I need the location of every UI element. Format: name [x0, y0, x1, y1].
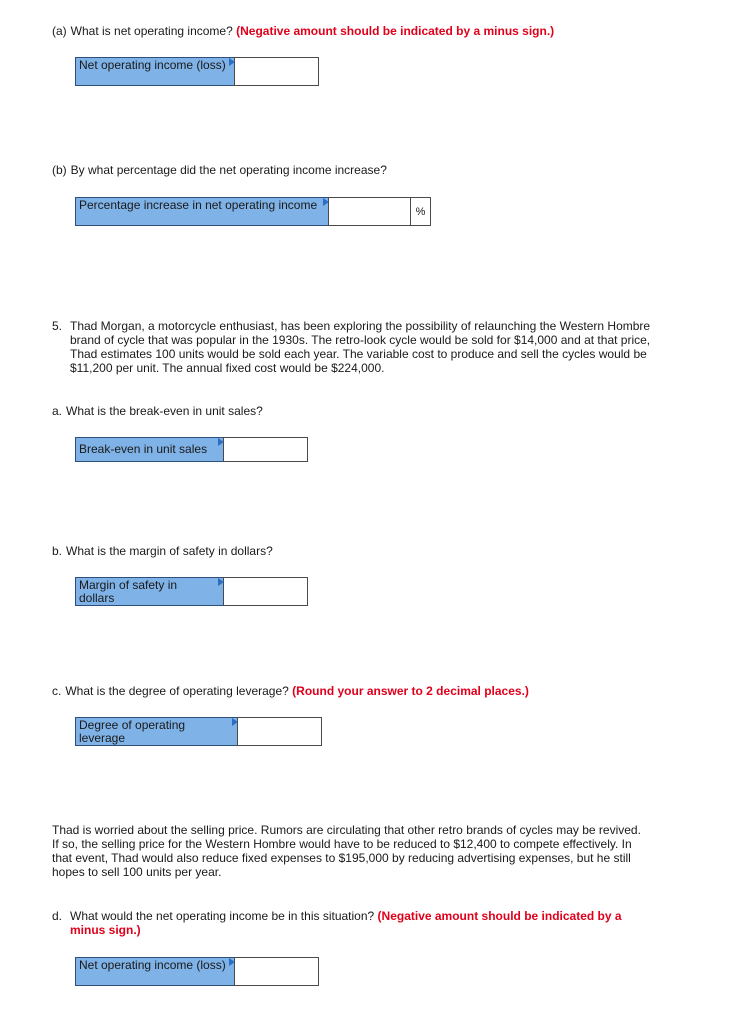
- question-a-prefix: (a): [52, 24, 67, 38]
- field-label-text: Net operating income (loss): [79, 958, 226, 972]
- scenario-paragraph: Thad is worried about the selling price. Rumors are circulating that other retro brands of cycles may be revived. If so, the selling price for the Western Hombre would have to be reduced to $12,400 to compete effectively. In that event, Thad would also reduce fixed expenses to $195,000 by reducing advertising expenses, but he still hopes to sell 100 units per year.: [52, 823, 641, 879]
- field-marker-icon: [229, 958, 235, 966]
- margin-of-safety-input[interactable]: [223, 577, 308, 606]
- part-c-prefix: c.: [52, 684, 62, 698]
- question-b: [52, 163, 387, 177]
- question-a: [52, 24, 554, 38]
- part-c-text: What is the degree of operating leverage?: [65, 684, 289, 698]
- field-label-text: Percentage increase in net operating income: [79, 198, 318, 212]
- answer-row-part-d: [75, 957, 319, 986]
- field-label-text: Margin of safety in dollars: [79, 578, 178, 605]
- percentage-increase-input[interactable]: [328, 197, 411, 226]
- part-b-question: [52, 544, 273, 558]
- answer-row-b: [75, 197, 431, 226]
- part-a-prefix: a.: [52, 404, 63, 418]
- degree-of-operating-leverage-input[interactable]: [237, 717, 322, 746]
- percent-unit-label: %: [411, 197, 431, 226]
- field-marker-icon: [323, 198, 329, 206]
- field-label-text: Break-even in unit sales: [79, 442, 208, 456]
- answer-row-part-a: [75, 437, 308, 462]
- field-label-net-operating-income-a: [75, 57, 234, 86]
- question-b-prefix: (b): [52, 163, 67, 177]
- part-c-question: [52, 684, 529, 698]
- field-label-percentage-increase: [75, 197, 328, 226]
- question-a-note: (Negative amount should be indicated by a minus sign.): [236, 24, 555, 38]
- field-marker-icon: [218, 438, 224, 446]
- field-label-text: Net operating income (loss): [79, 58, 226, 72]
- part-d-question: [52, 909, 650, 937]
- part-c-note: (Round your answer to 2 decimal places.): [292, 684, 529, 698]
- question-b-text: By what percentage did the net operating income increase?: [70, 163, 387, 177]
- net-operating-income-input-d[interactable]: [234, 957, 319, 986]
- problem-5-number: 5.: [52, 319, 63, 333]
- field-label-break-even: [75, 437, 223, 462]
- problem-5-text: Thad Morgan, a motorcycle enthusiast, has been exploring the possibility of relaunching the Western Hombre brand of cycle that was popular in the 1930s. The retro-look cycle would be sold for $14,000 and at that price, Thad estimates 100 units would be sold each year. The variable cost to produce and sell the cycles would be $11,200 per unit. The annual fixed cost would be $224,000.: [70, 319, 651, 375]
- problem-5: [52, 319, 662, 375]
- break-even-units-input[interactable]: [223, 437, 308, 462]
- part-d-prefix: d.: [52, 909, 63, 923]
- part-d-text: What would the net operating income be in this situation?: [70, 909, 375, 923]
- field-label-margin-of-safety: [75, 577, 223, 606]
- part-b-prefix: b.: [52, 544, 63, 558]
- field-marker-icon: [229, 58, 235, 66]
- answer-row-part-b: [75, 577, 308, 606]
- net-operating-income-input-a[interactable]: [234, 57, 319, 86]
- part-a-text: What is the break-even in unit sales?: [66, 404, 263, 418]
- answer-row-part-c: [75, 717, 322, 746]
- part-d-note: (Negative amount should be indicated by a minus sign.): [70, 909, 622, 937]
- question-a-text: What is net operating income?: [70, 24, 233, 38]
- field-label-degree-of-operating-leverage: [75, 717, 237, 746]
- field-label-text: Degree of operating leverage: [79, 718, 186, 745]
- part-a-question: [52, 404, 263, 418]
- answer-row-a: [75, 57, 319, 86]
- field-marker-icon: [218, 578, 224, 586]
- field-marker-icon: [232, 718, 238, 726]
- part-b-text: What is the margin of safety in dollars?: [66, 544, 273, 558]
- field-label-net-operating-income-d: [75, 957, 234, 986]
